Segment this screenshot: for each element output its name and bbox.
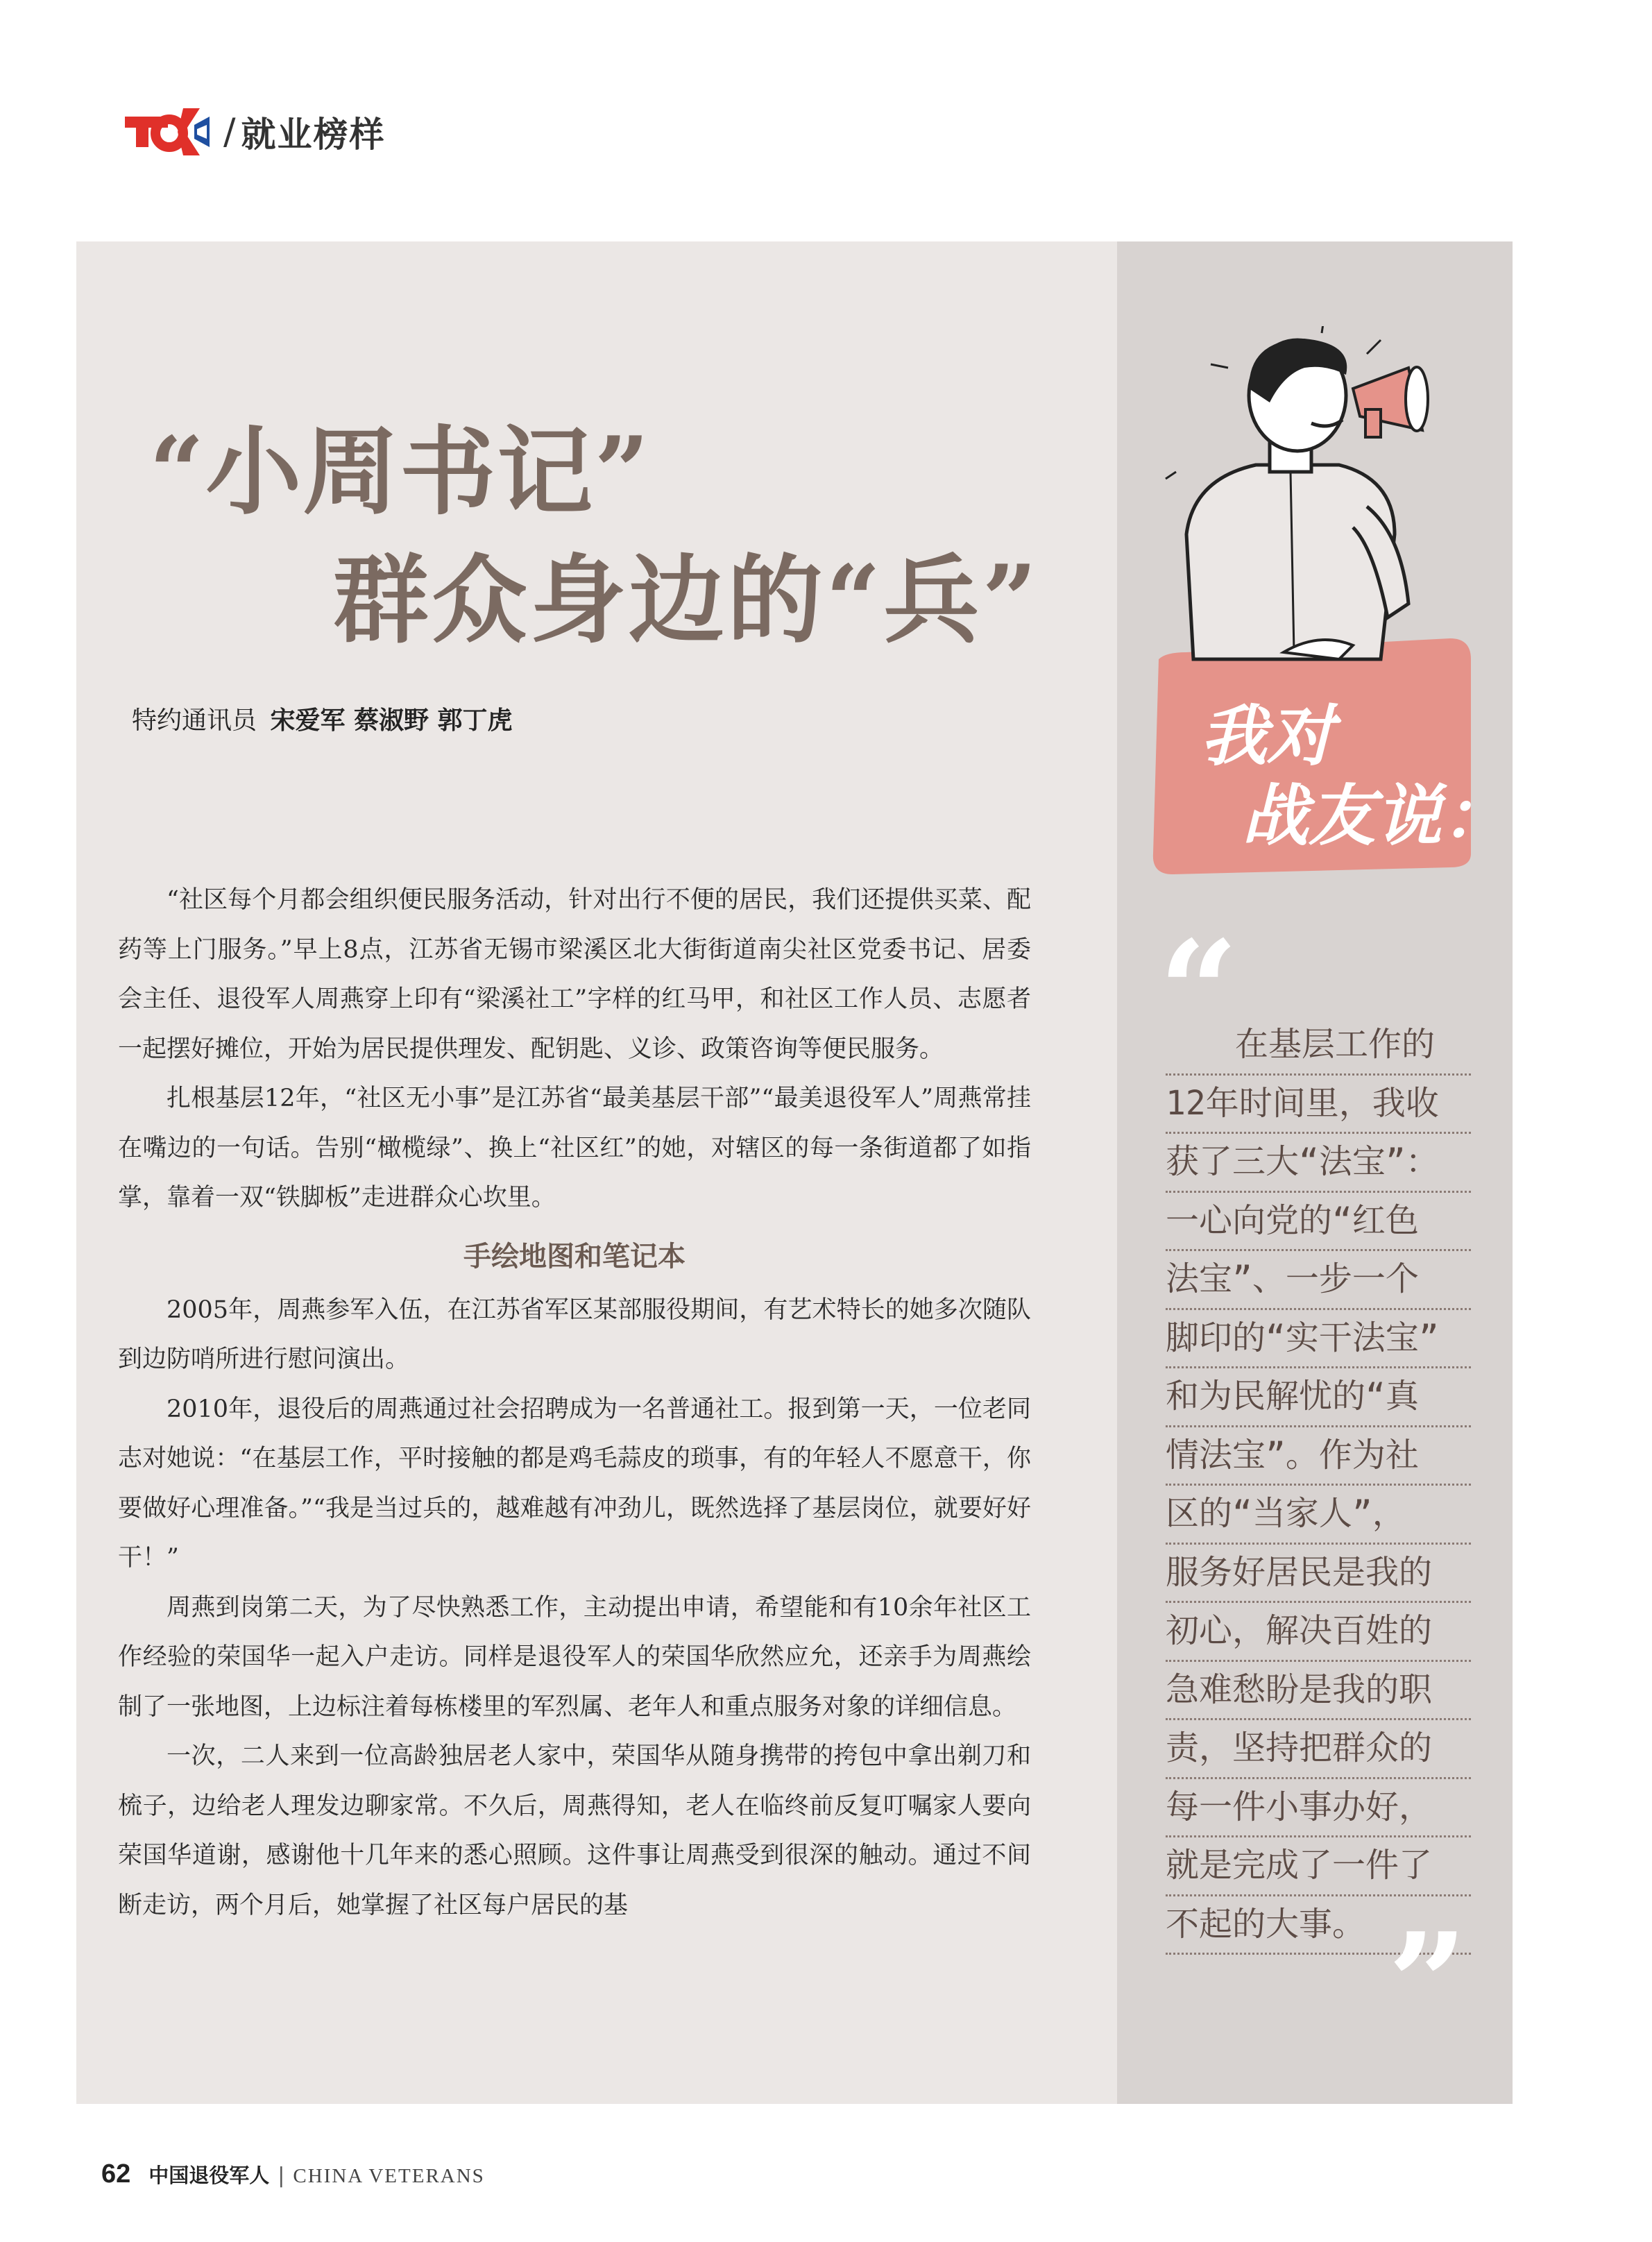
headline-line2: 群众身边的“兵” bbox=[333, 543, 1040, 656]
quote-line: 12年时间里，我收 bbox=[1166, 1076, 1471, 1135]
quote-line: 急难愁盼是我的职 bbox=[1166, 1662, 1471, 1721]
quote-line: 脚印的“实干法宝” bbox=[1166, 1310, 1471, 1369]
quote-line: 责，坚持把群众的 bbox=[1166, 1720, 1471, 1779]
quote-line: 情法宝”。作为社 bbox=[1166, 1427, 1471, 1486]
section-title: 就业榜样 bbox=[241, 114, 386, 155]
close-quote-mark: ” bbox=[1388, 1903, 1468, 2066]
paragraph: 扎根基层12年，“社区无小事”是江苏省“最美基层干部”“最美退役军人”周燕常挂在嘴边的一句话。告别“橄榄绿”、换上“社区红”的她，对辖区的每一条街道都了如指掌，靠着一双“铁脚板”走进群众心坎里。 bbox=[118, 1085, 1031, 1212]
quote-line: 获了三大“法宝”： bbox=[1166, 1134, 1471, 1193]
quote-line: 和为民解忧的“真 bbox=[1166, 1368, 1471, 1427]
paragraph: 周燕到岗第二天，为了尽快熟悉工作，主动提出申请，希望能和有10余年社区工作经验的荣国华一起入户走访。同样是退役军人的荣国华欣然应允，还亲手为周燕绘制了一张地图，上边标注着每栋楼里的军烈属、老年人和重点服务对象的详细信息。 bbox=[118, 1593, 1031, 1721]
quote-line: 初心，解决百姓的 bbox=[1166, 1603, 1471, 1662]
quote-line: 在基层工作的 bbox=[1166, 1017, 1471, 1076]
byline-authors: 宋爱军 蔡淑野 郭丁虎 bbox=[270, 706, 513, 735]
magazine-logo-icon bbox=[125, 104, 211, 160]
sidebar-quote bbox=[1166, 1017, 1471, 1955]
quote-line: 每一件小事办好， bbox=[1166, 1779, 1471, 1838]
article-body bbox=[118, 876, 1031, 1930]
byline-label: 特约通讯员 bbox=[132, 706, 257, 735]
paragraph: 2005年，周燕参军入伍，在江苏省军区某部服役期间，有艺术特长的她多次随队到边防哨所进行慰问演出。 bbox=[118, 1296, 1031, 1373]
footer-divider: | bbox=[278, 2164, 285, 2188]
quote-line: 不起的大事。 bbox=[1166, 1896, 1471, 1955]
byline bbox=[132, 701, 513, 736]
quote-line: 就是完成了一件了 bbox=[1166, 1837, 1471, 1896]
open-quote-mark: “ bbox=[1159, 910, 1239, 1073]
sidebar-label-line1: 我对 bbox=[1200, 697, 1334, 775]
magazine-english-name: CHINA VETERANS bbox=[293, 2165, 485, 2187]
paragraph: “社区每个月都会组织便民服务活动，针对出行不便的居民，我们还提供买菜、配药等上门服务。”早上8点，江苏省无锡市梁溪区北大街街道南尖社区党委书记、居委会主任、退役军人周燕穿上印有“梁溪社工”字样的红马甲，和社区工作人员、志愿者一起摆好摊位，开始为居民提供理发、配钥匙、义诊、政策咨询等便民服务。 bbox=[118, 886, 1031, 1063]
quote-line: 法宝”、一步一个 bbox=[1166, 1251, 1471, 1310]
headline-line1: “小周书记” bbox=[149, 415, 651, 528]
quote-line: 区的“当家人”， bbox=[1166, 1486, 1471, 1545]
quote-line: 一心向党的“红色 bbox=[1166, 1193, 1471, 1252]
paragraph: 一次，二人来到一位高龄独居老人家中，荣国华从随身携带的挎包中拿出剃刀和梳子，边给老人理发边聊家常。不久后，周燕得知，老人在临终前反复叮嘱家人要向荣国华道谢，感谢他十几年来的悉心照顾。这件事让周燕受到很深的触动。通过不间断走访，两个月后，她掌握了社区每户居民的基 bbox=[118, 1742, 1031, 1919]
subheading: 手绘地图和笔记本 bbox=[463, 1239, 686, 1273]
section-header bbox=[125, 104, 386, 160]
quote-line: 服务好居民是我的 bbox=[1166, 1545, 1471, 1604]
page-number: 62 bbox=[101, 2159, 131, 2189]
paragraph: 2010年，退役后的周燕通过社会招聘成为一名普通社工。报到第一天，一位老同志对她说：“在基层工作，平时接触的都是鸡毛蒜皮的琐事，有的年轻人不愿意干，你要做好心理准备。”“我是当过兵的，越难越有冲劲儿，既然选择了基层岗位，就要好好干！” bbox=[118, 1395, 1031, 1572]
sidebar-label-line2: 战友说： bbox=[1242, 776, 1508, 855]
header-separator: / bbox=[223, 111, 236, 153]
page-footer bbox=[101, 2159, 485, 2194]
magazine-name: 中国退役军人 bbox=[148, 2164, 270, 2187]
